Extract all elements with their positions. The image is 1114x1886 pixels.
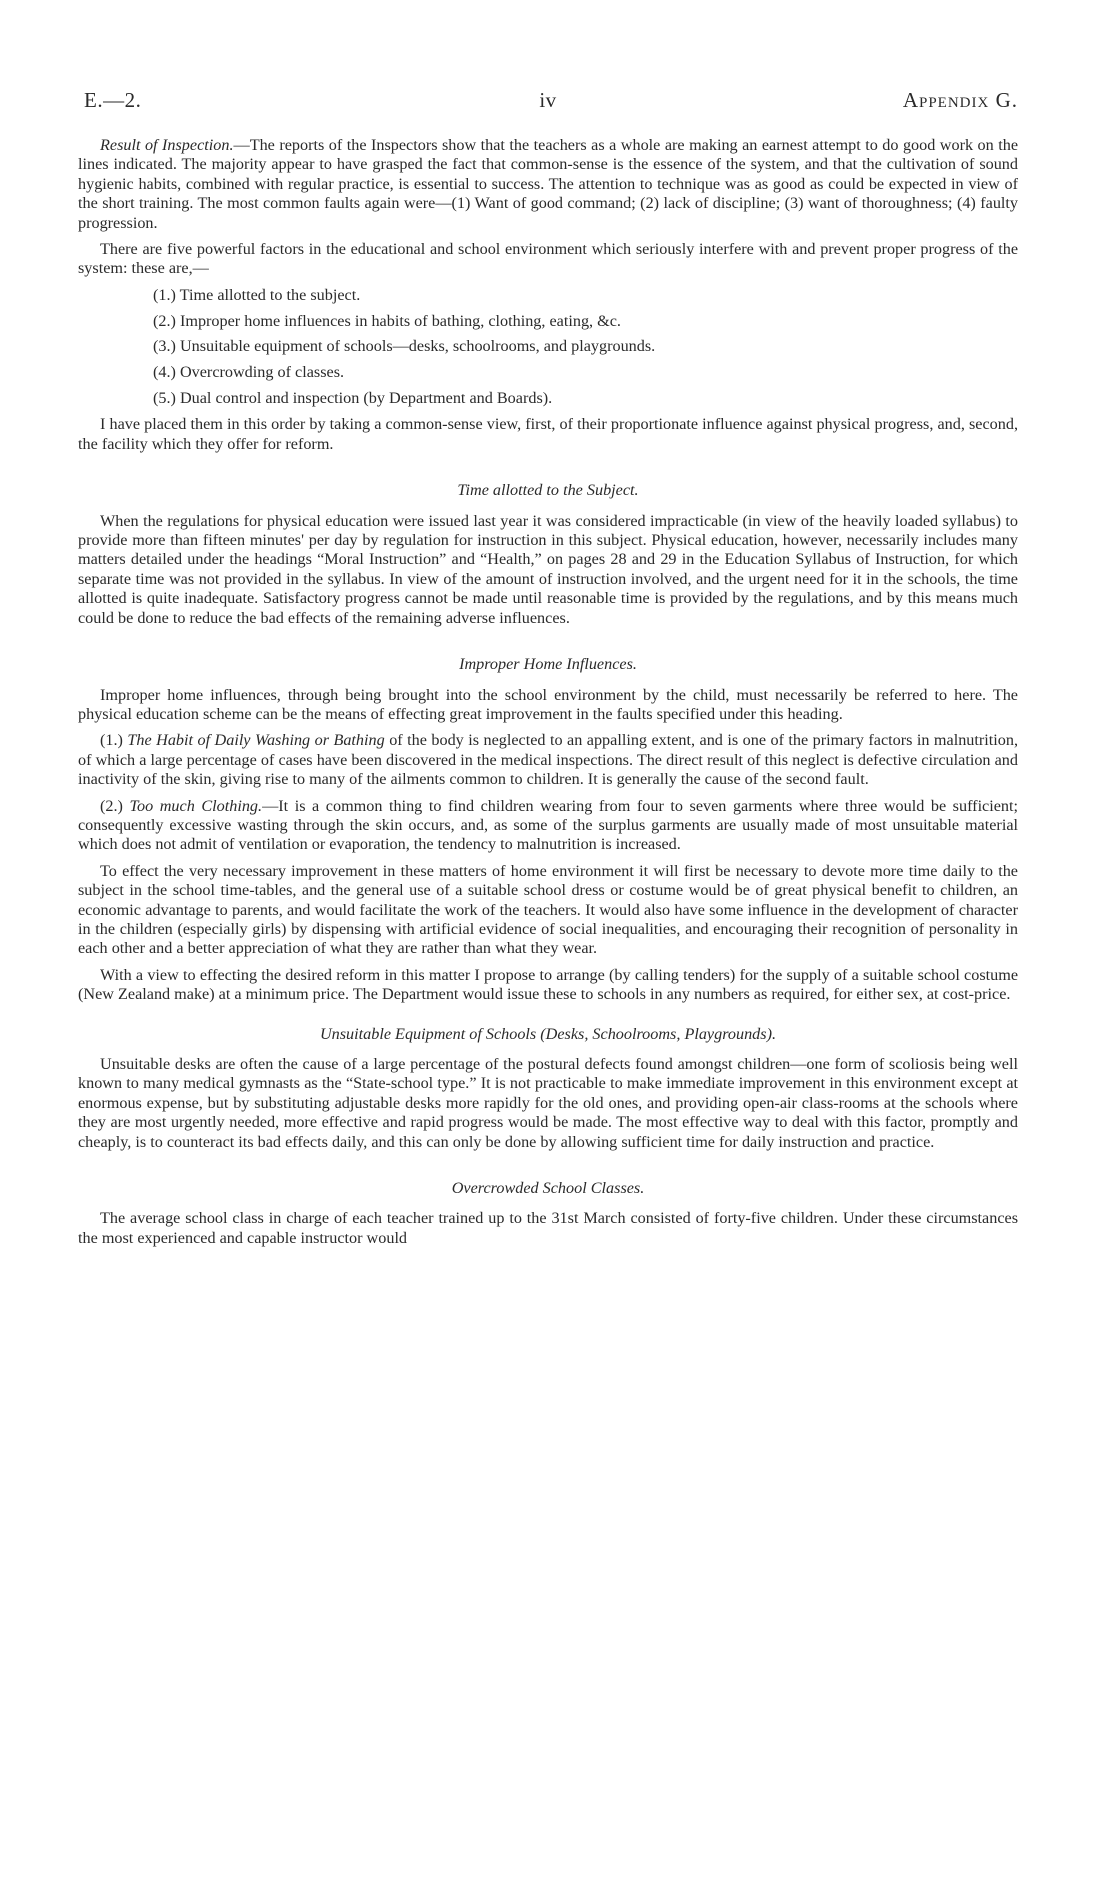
paragraph-equipment: Unsuitable desks are often the cause of a large percentage of the postural defects found amongst children—one form of scoliosis being well known to many medical gymnasts as the “State-school type.” It is not practicable to make immediate improvement in this environment except at enormous expense, but by substituting adjustable desks more rapidly for the old ones, and providing open-air class-rooms at the schools where they are most urgently needed, more effective and rapid progress would be made. The most effective way to deal with this factor, promptly and cheaply, is to counteract its bad effects daily, and this can only be done by allowing sufficient time for daily instruction and practice.	[78, 1055, 1018, 1151]
document-page	[78, 88, 1018, 1255]
factor-item: (4.) Overcrowding of classes.	[153, 363, 345, 382]
paragraph-order-note: I have placed them in this order by taking a common-sense view, first, of their proportionate influence against physical progress, and, second, the facility which they offer for reform.	[78, 415, 1018, 453]
item-number: (1.)	[100, 731, 123, 750]
item-number: (2.)	[100, 796, 123, 815]
paragraph-result-text: —The reports of the Inspectors show that the teachers as a whole are making an earnest attempt to do good work on the lines indicated. The majority appear to have grasped the fact that common-sense is the essence of the system, and that the cultivation of sound hygienic habits, combined with regular practice, is essential to success. The attention to technique was as good as could be expected in view of the short training. The most common faults again were—(1) Want of good command; (2) lack of discipline; (3) want of thoroughness; (4) faulty progression.	[78, 136, 1018, 232]
paragraph-clothing	[78, 797, 1018, 855]
paragraph-home-intro: Improper home influences, through being brought into the school environment by the child, must necessarily be referred to here. The physical education scheme can be the means of effecting great improvement in the faults specified under this heading.	[78, 685, 1018, 723]
factors-list	[78, 286, 1018, 409]
running-header	[78, 88, 1018, 118]
paragraph-washing	[78, 731, 1018, 789]
paragraph-result-of-inspection	[78, 136, 1018, 233]
section-heading-home: Improper Home Influences.	[459, 655, 637, 674]
paragraph-home-environment: To effect the very necessary improvement in these matters of home environment it will first be necessary to devote more time daily to the subject in the school time-tables, and the general use of a suitable school dress or costume would be of great physical benefit to children, an economic advantage to parents, and would facilitate the work of the teachers. It would also have some influence in the development of character in the children (especially girls) by dispensing with artificial evidence of social inequalities, and encouraging their recognition of personality in each other and a better appreciation of what they are rather than what they wear.	[78, 861, 1018, 958]
factor-item: (2.) Improper home influences in habits of bathing, clothing, eating, &c.	[153, 311, 621, 330]
run-in-heading-washing: The Habit of Daily Washing or Bathing	[127, 731, 385, 750]
section-heading-equipment: Unsuitable Equipment of Schools (Desks, Schoolrooms, Playgrounds).	[319, 1024, 777, 1043]
body-text	[78, 136, 1018, 1248]
paragraph-washing-text: of the body is neglected to an appalling extent, and is one of the primary factors in malnutrition, of which a large percentage of cases have been discovered in the medical inspections. The direct result of this neglect is defective circulation and inactivity of the skin, giving rise to many of the ailments common to children. It is generally the cause of the second fault.	[78, 731, 1019, 789]
paragraph-time-allotted: When the regulations for physical education were issued last year it was considered impracticable (in view of the heavily loaded syllabus) to provide more than fifteen minutes' per day by regulation for instruction in this subject. Physical education, however, necessarily includes many matters detailed under the headings “Moral Instruction” and “Health,” on pages 28 and 29 in the Education Syllabus of Instruction, for which separate time was not provided in the syllabus. In view of the amount of instruction involved, and the urgent need for it in the schools, the time allotted is quite inadequate. Satisfactory progress cannot be made until reasonable time is provided by the regulations, and by this means much could be done to reduce the bad effects of the remaining adverse influences.	[78, 511, 1018, 627]
factor-item: (5.) Dual control and inspection (by Department and Boards).	[153, 389, 553, 408]
header-appendix-label: Appendix G.	[902, 88, 1018, 112]
run-in-heading-clothing: Too much Clothing.	[129, 796, 263, 815]
factor-item: (1.) Time allotted to the subject.	[153, 285, 361, 304]
header-page-number: iv	[539, 88, 557, 112]
section-heading-time: Time allotted to the Subject.	[457, 481, 639, 500]
paragraph-factors-intro: There are five powerful factors in the educational and school environment which seriously interfere with and prevent proper progress of the system: these are,—	[78, 240, 1018, 278]
header-document-code: E.—2.	[84, 88, 142, 112]
paragraph-clothing-text: —It is a common thing to find children wearing from four to seven garments where three would be sufficient; consequently excessive wasting through the skin occurs, and, as some of the surplus garments are usually made of most unsuitable material which does not admit of ventilation or evaporation, the tendency to malnutrition is increased.	[78, 796, 1019, 854]
factor-item: (3.) Unsuitable equipment of schools—desks, schoolrooms, and playgrounds.	[153, 337, 656, 356]
paragraph-school-costume: With a view to effecting the desired reform in this matter I propose to arrange (by calling tenders) for the supply of a suitable school costume (New Zealand make) at a minimum price. The Department would issue these to schools in any numbers as required, for either sex, at cost-price.	[78, 965, 1018, 1004]
paragraph-overcrowded: The average school class in charge of each teacher trained up to the 31st March consisted of forty-five children. Under these circumstances the most experienced and capable instructor would	[78, 1209, 1018, 1247]
section-heading-overcrowded: Overcrowded School Classes.	[451, 1179, 645, 1198]
run-in-heading-result: Result of Inspection.	[100, 136, 234, 154]
